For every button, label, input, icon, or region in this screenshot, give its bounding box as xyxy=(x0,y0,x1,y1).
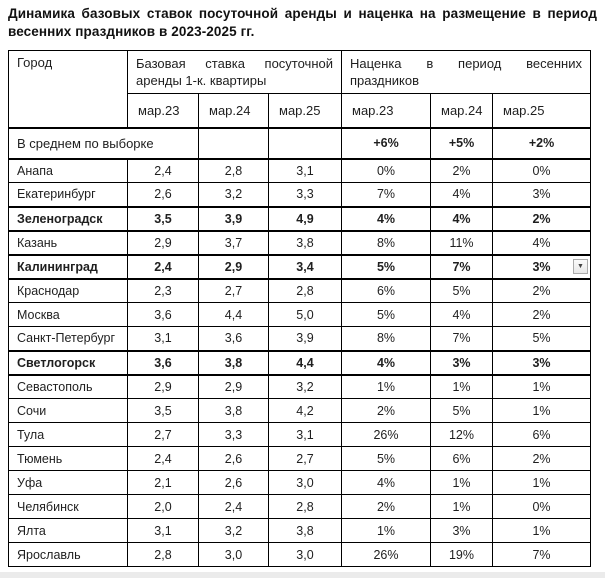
markup-cell: 3% xyxy=(431,351,493,375)
base-rate-cell: 2,6 xyxy=(199,471,269,495)
average-row xyxy=(9,128,591,159)
base-rate-cell: 3,8 xyxy=(269,519,342,543)
table-row xyxy=(9,159,591,183)
average-empty-cell xyxy=(269,128,342,159)
markup-cell: 1% xyxy=(431,375,493,399)
base-rate-cell: 3,0 xyxy=(269,543,342,567)
markup-cell: 2% xyxy=(493,303,591,327)
base-rate-cell: 3,2 xyxy=(199,183,269,207)
header-markup-group: Наценка в период весенних праздников xyxy=(342,51,591,94)
header-period-base-mar24: мар.24 xyxy=(199,94,269,128)
markup-cell: 3% xyxy=(493,351,591,375)
base-rate-cell: 3,3 xyxy=(199,423,269,447)
city-cell: Казань xyxy=(9,231,128,255)
city-cell: Анапа xyxy=(9,159,128,183)
markup-cell: 12% xyxy=(431,423,493,447)
city-cell: Тюмень xyxy=(9,447,128,471)
markup-cell: 5% xyxy=(431,399,493,423)
markup-cell: 8% xyxy=(342,231,431,255)
base-rate-cell: 2,8 xyxy=(269,279,342,303)
markup-cell: 4% xyxy=(493,231,591,255)
base-rate-cell: 3,0 xyxy=(269,471,342,495)
markup-cell: 6% xyxy=(493,423,591,447)
city-cell: Екатеринбург xyxy=(9,183,128,207)
base-rate-cell: 2,9 xyxy=(199,255,269,279)
markup-cell: 1% xyxy=(431,495,493,519)
markup-cell: 7% xyxy=(342,183,431,207)
table-row xyxy=(9,423,591,447)
base-rate-cell: 3,5 xyxy=(128,399,199,423)
base-rate-cell: 2,8 xyxy=(269,495,342,519)
base-rate-cell: 3,6 xyxy=(199,327,269,351)
markup-cell: 1% xyxy=(493,399,591,423)
city-cell: Калининград xyxy=(9,255,128,279)
average-markup-cell: +5% xyxy=(431,128,493,159)
markup-cell: 0% xyxy=(342,159,431,183)
header-period-markup-mar25: мар.25 xyxy=(493,94,591,128)
table-row xyxy=(9,279,591,303)
header-period-base-mar25: мар.25 xyxy=(269,94,342,128)
base-rate-cell: 4,4 xyxy=(199,303,269,327)
base-rate-cell: 3,3 xyxy=(269,183,342,207)
base-rate-cell: 3,1 xyxy=(128,519,199,543)
header-period-base-mar23: мар.23 xyxy=(128,94,199,128)
markup-cell: 0% xyxy=(493,159,591,183)
base-rate-cell: 4,4 xyxy=(269,351,342,375)
markup-cell: 6% xyxy=(342,279,431,303)
city-cell: Зеленоградск xyxy=(9,207,128,231)
markup-cell: 19% xyxy=(431,543,493,567)
city-cell: Челябинск xyxy=(9,495,128,519)
base-rate-cell: 2,6 xyxy=(199,447,269,471)
rates-table xyxy=(8,50,591,567)
city-cell: Тула xyxy=(9,423,128,447)
table-row xyxy=(9,255,591,279)
table-row xyxy=(9,399,591,423)
city-cell: Уфа xyxy=(9,471,128,495)
base-rate-cell: 3,1 xyxy=(269,159,342,183)
markup-cell: 2% xyxy=(342,399,431,423)
markup-cell: 7% xyxy=(493,543,591,567)
markup-cell: 1% xyxy=(342,375,431,399)
base-rate-cell: 3,7 xyxy=(199,231,269,255)
markup-cell: 1% xyxy=(493,519,591,543)
average-markup-cell: +2% xyxy=(493,128,591,159)
table-row xyxy=(9,183,591,207)
table-row xyxy=(9,543,591,567)
markup-cell: 1% xyxy=(493,375,591,399)
city-cell: Санкт-Петербург xyxy=(9,327,128,351)
markup-cell: 26% xyxy=(342,543,431,567)
city-cell: Краснодар xyxy=(9,279,128,303)
base-rate-cell: 4,9 xyxy=(269,207,342,231)
base-rate-cell: 2,6 xyxy=(128,183,199,207)
city-cell: Сочи xyxy=(9,399,128,423)
markup-cell: 26% xyxy=(342,423,431,447)
page-title: Динамика базовых ставок посуточной аренды и наценка на размещение в период весенних праздников в 2023-2025 гг. xyxy=(8,6,597,39)
markup-cell: 7% xyxy=(431,255,493,279)
table-row xyxy=(9,231,591,255)
base-rate-cell: 3,5 xyxy=(128,207,199,231)
base-rate-cell: 2,7 xyxy=(199,279,269,303)
table-row xyxy=(9,519,591,543)
base-rate-cell: 5,0 xyxy=(269,303,342,327)
base-rate-cell: 3,1 xyxy=(269,423,342,447)
average-markup-cell: +6% xyxy=(342,128,431,159)
table-row xyxy=(9,351,591,375)
base-rate-cell: 2,4 xyxy=(128,255,199,279)
header-period-markup-mar23: мар.23 xyxy=(342,94,431,128)
table-row xyxy=(9,207,591,231)
markup-cell: 5% xyxy=(493,327,591,351)
markup-cell: 1% xyxy=(342,519,431,543)
base-rate-cell: 2,7 xyxy=(128,423,199,447)
base-rate-cell: 3,0 xyxy=(199,543,269,567)
base-rate-cell: 3,9 xyxy=(269,327,342,351)
markup-cell: 1% xyxy=(431,471,493,495)
table-body xyxy=(9,159,591,567)
markup-cell: 8% xyxy=(342,327,431,351)
markup-cell: 2% xyxy=(342,495,431,519)
markup-cell: 3% xyxy=(493,183,591,207)
table-row xyxy=(9,471,591,495)
base-rate-cell: 3,4 xyxy=(269,255,342,279)
city-cell: Севастополь xyxy=(9,375,128,399)
table-header xyxy=(9,51,591,159)
base-rate-cell: 3,8 xyxy=(199,399,269,423)
base-rate-cell: 2,8 xyxy=(128,543,199,567)
base-rate-cell: 2,9 xyxy=(128,231,199,255)
markup-cell: 11% xyxy=(431,231,493,255)
markup-cell: 2% xyxy=(493,279,591,303)
markup-cell: 7% xyxy=(431,327,493,351)
table-row xyxy=(9,327,591,351)
base-rate-cell: 3,8 xyxy=(199,351,269,375)
city-cell: Ялта xyxy=(9,519,128,543)
base-rate-cell: 2,4 xyxy=(199,495,269,519)
markup-cell: 5% xyxy=(431,279,493,303)
base-rate-cell: 3,6 xyxy=(128,303,199,327)
base-rate-cell: 2,1 xyxy=(128,471,199,495)
base-rate-cell: 2,7 xyxy=(269,447,342,471)
base-rate-cell: 2,3 xyxy=(128,279,199,303)
base-rate-cell: 4,2 xyxy=(269,399,342,423)
table-row xyxy=(9,447,591,471)
markup-cell: 4% xyxy=(431,183,493,207)
cell-dropdown-arrow-icon[interactable]: ▼ xyxy=(573,259,588,274)
markup-cell: 3% xyxy=(431,519,493,543)
markup-cell: 5% xyxy=(342,303,431,327)
markup-cell: 2% xyxy=(493,207,591,231)
average-empty-cell xyxy=(199,128,269,159)
base-rate-cell: 2,0 xyxy=(128,495,199,519)
markup-cell: 5% xyxy=(342,447,431,471)
table-row xyxy=(9,495,591,519)
base-rate-cell: 3,9 xyxy=(199,207,269,231)
city-cell: Ярославль xyxy=(9,543,128,567)
markup-cell: 4% xyxy=(431,207,493,231)
city-cell: Светлогорск xyxy=(9,351,128,375)
markup-cell: 6% xyxy=(431,447,493,471)
base-rate-cell: 3,2 xyxy=(269,375,342,399)
table-row xyxy=(9,303,591,327)
markup-cell: 4% xyxy=(342,351,431,375)
base-rate-cell: 2,4 xyxy=(128,447,199,471)
header-city: Город xyxy=(9,51,128,128)
base-rate-cell: 3,6 xyxy=(128,351,199,375)
markup-cell: 4% xyxy=(342,207,431,231)
base-rate-cell: 3,2 xyxy=(199,519,269,543)
base-rate-cell: 2,8 xyxy=(199,159,269,183)
base-rate-cell: 3,8 xyxy=(269,231,342,255)
markup-cell: 2% xyxy=(493,447,591,471)
table-row xyxy=(9,375,591,399)
page-bottom-edge xyxy=(0,572,605,578)
markup-cell: 3% ▼ xyxy=(493,255,591,279)
average-row-label: В среднем по выборке xyxy=(9,128,199,159)
markup-cell: 4% xyxy=(342,471,431,495)
markup-cell: 0% xyxy=(493,495,591,519)
header-period-markup-mar24: мар.24 xyxy=(431,94,493,128)
base-rate-cell: 3,1 xyxy=(128,327,199,351)
markup-cell: 5% xyxy=(342,255,431,279)
base-rate-cell: 2,4 xyxy=(128,159,199,183)
markup-cell: 2% xyxy=(431,159,493,183)
markup-cell: 1% xyxy=(493,471,591,495)
header-base-rate-group: Базовая ставка посуточной аренды 1-к. квартиры xyxy=(128,51,342,94)
city-cell: Москва xyxy=(9,303,128,327)
base-rate-cell: 2,9 xyxy=(199,375,269,399)
markup-cell: 4% xyxy=(431,303,493,327)
base-rate-cell: 2,9 xyxy=(128,375,199,399)
